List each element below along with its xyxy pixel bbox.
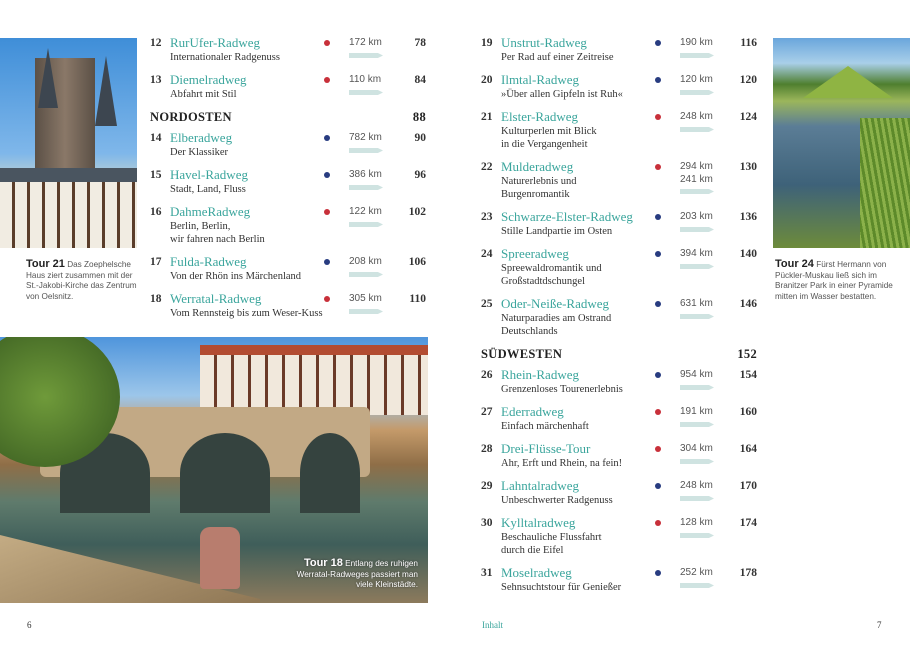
tour-subtitle: Von der Rhön ins Märchenland bbox=[170, 271, 302, 282]
toc-column-right bbox=[481, 35, 757, 602]
section-header bbox=[481, 346, 757, 367]
tour-title-link[interactable]: Mulderadweg bbox=[501, 159, 574, 174]
entry-row bbox=[481, 159, 757, 175]
tour-subtitle: Ahr, Erft und Rhein, na fein! bbox=[501, 458, 623, 469]
length-arrow-icon bbox=[680, 385, 714, 390]
tour-subtitle: Spreewaldromantik und bbox=[501, 263, 602, 274]
tour-title-link[interactable]: Elster-Radweg bbox=[501, 109, 578, 124]
page-number: 160 bbox=[739, 406, 757, 418]
tour-subtitle: Per Rad auf einer Zeitreise bbox=[501, 52, 614, 63]
difficulty-dot-icon bbox=[324, 172, 330, 178]
tour-title-link[interactable]: Elberadweg bbox=[170, 130, 233, 145]
page-number: 174 bbox=[739, 517, 757, 529]
tour-title-link[interactable]: Havel-Radweg bbox=[170, 167, 248, 182]
tour-title-link[interactable]: Diemelradweg bbox=[170, 72, 247, 87]
length-arrow-icon bbox=[680, 127, 714, 132]
section-title: SÜDWESTEN bbox=[481, 347, 563, 361]
tour-number: 18 bbox=[150, 293, 162, 305]
tour-subtitle: Grenzenloses Tourenerlebnis bbox=[501, 384, 623, 395]
page-number: 170 bbox=[739, 480, 757, 492]
toc-entry[interactable] bbox=[150, 130, 426, 159]
toc-entry[interactable] bbox=[150, 72, 426, 101]
entry-row bbox=[481, 565, 757, 581]
section-page: 88 bbox=[412, 110, 426, 124]
entry-row bbox=[150, 72, 426, 88]
tour-length: 110 km bbox=[349, 74, 382, 85]
toc-entry[interactable] bbox=[481, 35, 757, 64]
tour-length: 782 km bbox=[349, 132, 382, 143]
length-arrow-icon bbox=[349, 53, 383, 58]
difficulty-dot-icon bbox=[655, 301, 661, 307]
toc-entry[interactable] bbox=[150, 291, 426, 320]
tour-number: 27 bbox=[481, 406, 493, 418]
entry-row bbox=[150, 130, 426, 146]
tour-subtitle: wir fahren nach Berlin bbox=[170, 234, 265, 245]
entry-row bbox=[481, 404, 757, 420]
difficulty-dot-icon bbox=[324, 209, 330, 215]
tour-title-link[interactable]: Ilmtal-Radweg bbox=[501, 72, 579, 87]
caption-tour-18: Tour 18 Entlang des ruhigen Werratal-Radweges passiert man viele Kleinstädte. bbox=[296, 557, 418, 589]
toc-entry[interactable] bbox=[150, 254, 426, 283]
tour-number: 29 bbox=[481, 480, 493, 492]
entry-row bbox=[150, 167, 426, 183]
tour-title-link[interactable]: Rhein-Radweg bbox=[501, 367, 579, 382]
tour-title-link[interactable]: Ederradweg bbox=[501, 404, 564, 419]
toc-entry[interactable] bbox=[481, 441, 757, 470]
difficulty-dot-icon bbox=[655, 483, 661, 489]
tour-length: 248 km bbox=[680, 111, 713, 122]
tour-subtitle: Stadt, Land, Fluss bbox=[170, 184, 246, 195]
toc-entry[interactable] bbox=[150, 35, 426, 64]
page-number: 90 bbox=[414, 132, 426, 144]
page-number: 164 bbox=[739, 443, 757, 455]
tour-length: 208 km bbox=[349, 256, 382, 267]
tour-title-link[interactable]: Moselradweg bbox=[501, 565, 572, 580]
toc-entry[interactable] bbox=[481, 209, 757, 238]
difficulty-dot-icon bbox=[324, 135, 330, 141]
length-arrow-icon bbox=[680, 189, 714, 194]
toc-entry[interactable] bbox=[481, 367, 757, 396]
entry-row bbox=[150, 291, 426, 307]
tour-subtitle: Deutschlands bbox=[501, 326, 558, 337]
tour-length: 252 km bbox=[680, 567, 713, 578]
tour-length: 190 km bbox=[680, 37, 713, 48]
difficulty-dot-icon bbox=[655, 77, 661, 83]
toc-entry[interactable] bbox=[481, 159, 757, 201]
page-number: 136 bbox=[739, 211, 757, 223]
tour-number: 21 bbox=[481, 111, 493, 123]
tour-subtitle: Internationaler Radgenuss bbox=[170, 52, 280, 63]
tour-number: 31 bbox=[481, 567, 493, 579]
caption-tour-24: Tour 24 Fürst Hermann von Pückler-Muskau ließ sich im Branitzer Park in einer Pyramide mitten im Wasser bestatten. bbox=[775, 258, 893, 301]
page-number: 78 bbox=[414, 37, 426, 49]
tour-length: 203 km bbox=[680, 211, 713, 222]
difficulty-dot-icon bbox=[655, 570, 661, 576]
difficulty-dot-icon bbox=[655, 372, 661, 378]
tour-subtitle: Abfahrt mit Stil bbox=[170, 89, 237, 100]
length-arrow-icon bbox=[680, 227, 714, 232]
tour-number: 19 bbox=[481, 37, 493, 49]
difficulty-dot-icon bbox=[655, 214, 661, 220]
length-arrow-icon bbox=[349, 272, 383, 277]
tour-subtitle: Unbeschwerter Radgenuss bbox=[501, 495, 613, 506]
tour-length: 304 km bbox=[680, 443, 713, 454]
tour-number: 28 bbox=[481, 443, 493, 455]
tour-length: 305 km bbox=[349, 293, 382, 304]
difficulty-dot-icon bbox=[655, 114, 661, 120]
tour-title-link[interactable]: Werratal-Radweg bbox=[170, 291, 262, 306]
page-number: 130 bbox=[739, 161, 757, 173]
entry-row bbox=[481, 296, 757, 312]
tour-length: 248 km bbox=[680, 480, 713, 491]
length-arrow-icon bbox=[680, 90, 714, 95]
page-number: 124 bbox=[739, 111, 757, 123]
entry-row bbox=[481, 109, 757, 125]
tour-subtitle: Naturparadies am Ostrand bbox=[501, 313, 612, 324]
entry-row bbox=[481, 209, 757, 225]
length-arrow-icon bbox=[680, 422, 714, 427]
tour-subtitle: Kulturperlen mit Blick bbox=[501, 126, 597, 137]
tour-length: 128 km bbox=[680, 517, 713, 528]
tour-title-link[interactable]: RurUfer-Radweg bbox=[170, 35, 260, 50]
difficulty-dot-icon bbox=[324, 296, 330, 302]
tour-subtitle: Einfach märchenhaft bbox=[501, 421, 589, 432]
difficulty-dot-icon bbox=[324, 77, 330, 83]
tour-subtitle: Berlin, Berlin, bbox=[170, 221, 231, 232]
photo-oelsnitz-church bbox=[0, 38, 137, 248]
toc-entry[interactable] bbox=[481, 478, 757, 507]
tour-number: 15 bbox=[150, 169, 162, 181]
tour-length: 172 km bbox=[349, 37, 382, 48]
tour-subtitle: Großstadtdschungel bbox=[501, 276, 585, 287]
tour-subtitle: Vom Rennsteig bis zum Weser-Kuss bbox=[170, 308, 323, 319]
length-arrow-icon bbox=[680, 583, 714, 588]
tour-subtitle: in die Vergangenheit bbox=[501, 139, 588, 150]
toc-entry[interactable] bbox=[481, 246, 757, 288]
entry-row bbox=[481, 478, 757, 494]
entry-row bbox=[481, 72, 757, 88]
length-arrow-icon bbox=[680, 53, 714, 58]
page-number: 178 bbox=[739, 567, 757, 579]
page-number: 102 bbox=[408, 206, 426, 218]
page-number: 120 bbox=[739, 74, 757, 86]
page-number: 96 bbox=[414, 169, 426, 181]
toc-entry[interactable] bbox=[481, 72, 757, 101]
difficulty-dot-icon bbox=[655, 40, 661, 46]
toc-entry[interactable] bbox=[481, 296, 757, 338]
page-number: 140 bbox=[739, 248, 757, 260]
tour-title-link[interactable]: Lahntalradweg bbox=[501, 478, 579, 493]
entry-row bbox=[150, 35, 426, 51]
length-arrow-icon bbox=[680, 459, 714, 464]
tour-subtitle: »Über allen Gipfeln ist Ruh« bbox=[501, 89, 623, 100]
photo-branitz-pyramid bbox=[773, 38, 910, 248]
toc-entry[interactable] bbox=[481, 404, 757, 433]
entry-row bbox=[481, 441, 757, 457]
length-arrow-icon bbox=[680, 533, 714, 538]
page-number: 116 bbox=[740, 37, 757, 49]
entry-row bbox=[150, 204, 426, 220]
tour-number: 22 bbox=[481, 161, 493, 173]
length-arrow-icon bbox=[349, 185, 383, 190]
section-page: 152 bbox=[737, 347, 757, 361]
length-arrow-icon bbox=[349, 222, 383, 227]
tour-title-link[interactable]: Schwarze-Elster-Radweg bbox=[501, 209, 633, 224]
tour-number: 16 bbox=[150, 206, 162, 218]
tour-length: 294 km bbox=[680, 161, 713, 172]
toc-entry[interactable] bbox=[481, 109, 757, 151]
page-number: 84 bbox=[414, 74, 426, 86]
length-arrow-icon bbox=[680, 264, 714, 269]
length-arrow-icon bbox=[680, 314, 714, 319]
toc-column-left bbox=[150, 35, 426, 328]
tour-number: 23 bbox=[481, 211, 493, 223]
tour-length-alt: 241 km bbox=[680, 174, 713, 185]
tour-number: 12 bbox=[150, 37, 162, 49]
tour-number: 13 bbox=[150, 74, 162, 86]
toc-entry[interactable] bbox=[150, 167, 426, 196]
tour-number: 25 bbox=[481, 298, 493, 310]
tour-number: 30 bbox=[481, 517, 493, 529]
page-number: 110 bbox=[409, 293, 426, 305]
difficulty-dot-icon bbox=[655, 409, 661, 415]
tour-number: 20 bbox=[481, 74, 493, 86]
entry-row bbox=[481, 515, 757, 531]
tour-length: 191 km bbox=[680, 406, 713, 417]
tour-number: 17 bbox=[150, 256, 162, 268]
tour-length: 120 km bbox=[680, 74, 713, 85]
page-number-left: 6 bbox=[27, 620, 32, 630]
tour-title-link[interactable]: Oder-Neiße-Radweg bbox=[501, 296, 610, 311]
toc-entry[interactable] bbox=[481, 515, 757, 557]
page-number: 146 bbox=[739, 298, 757, 310]
entry-row bbox=[481, 367, 757, 383]
tour-title-link[interactable]: Unstrut-Radweg bbox=[501, 35, 587, 50]
section-title: NORDOSTEN bbox=[150, 110, 232, 124]
tour-length: 954 km bbox=[680, 369, 713, 380]
length-arrow-icon bbox=[349, 90, 383, 95]
tour-subtitle: durch die Eifel bbox=[501, 545, 564, 556]
difficulty-dot-icon bbox=[655, 520, 661, 526]
tour-length: 394 km bbox=[680, 248, 713, 259]
tour-number: 14 bbox=[150, 132, 162, 144]
toc-entry[interactable] bbox=[481, 565, 757, 594]
tour-subtitle: Beschauliche Flussfahrt bbox=[501, 532, 602, 543]
tour-subtitle: Sehnsuchtstour für Genießer bbox=[501, 582, 622, 593]
tour-subtitle: Naturerlebnis und bbox=[501, 176, 577, 187]
tour-title-link[interactable]: DahmeRadweg bbox=[170, 204, 251, 219]
page-number-right: 7 bbox=[877, 620, 882, 630]
page-number: 154 bbox=[739, 369, 757, 381]
length-arrow-icon bbox=[349, 309, 383, 314]
tour-title-link[interactable]: Fulda-Radweg bbox=[170, 254, 247, 269]
tour-subtitle: Stille Landpartie im Osten bbox=[501, 226, 613, 237]
difficulty-dot-icon bbox=[655, 164, 661, 170]
tour-number: 26 bbox=[481, 369, 493, 381]
entry-row bbox=[150, 254, 426, 270]
page-number: 106 bbox=[408, 256, 426, 268]
caption-tour-21: Tour 21 Das Zoephelsche Haus ziert zusammen mit der St.-Jakobi-Kirche das Zentrum von Oelsnitz. bbox=[26, 258, 137, 301]
tour-length: 631 km bbox=[680, 298, 713, 309]
tour-number: 24 bbox=[481, 248, 493, 260]
tour-title-link[interactable]: Kylltalradweg bbox=[501, 515, 576, 530]
tour-title-link[interactable]: Drei-Flüsse-Tour bbox=[501, 441, 591, 456]
difficulty-dot-icon bbox=[324, 40, 330, 46]
tour-subtitle: Burgenromantik bbox=[501, 189, 570, 200]
tour-length: 122 km bbox=[349, 206, 382, 217]
section-header bbox=[150, 109, 426, 130]
difficulty-dot-icon bbox=[655, 251, 661, 257]
running-header: Inhalt bbox=[482, 620, 503, 630]
entry-row bbox=[481, 246, 757, 262]
tour-length: 386 km bbox=[349, 169, 382, 180]
toc-entry[interactable] bbox=[150, 204, 426, 246]
difficulty-dot-icon bbox=[655, 446, 661, 452]
difficulty-dot-icon bbox=[324, 259, 330, 265]
length-arrow-icon bbox=[680, 496, 714, 501]
tour-title-link[interactable]: Spreeradweg bbox=[501, 246, 569, 261]
entry-row bbox=[481, 35, 757, 51]
length-arrow-icon bbox=[349, 148, 383, 153]
tour-subtitle: Der Klassiker bbox=[170, 147, 229, 158]
